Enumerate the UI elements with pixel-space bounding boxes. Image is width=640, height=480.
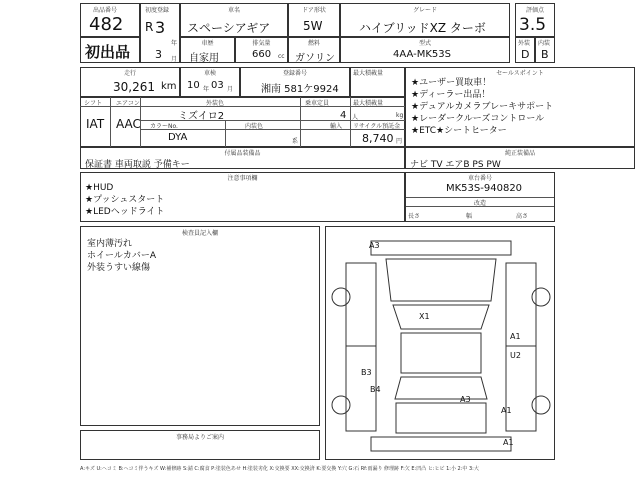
rear-bumper-outline: [371, 437, 511, 451]
inspection-month: 03: [211, 80, 224, 91]
modified-label: 改造: [473, 200, 486, 207]
displacement-cell: [235, 37, 288, 63]
notes-list: [85, 182, 164, 218]
note-item: ★プッシュスタート: [85, 195, 165, 205]
usage-cell: [180, 37, 235, 63]
inspection-cell: [180, 67, 240, 97]
inspector-label: 検査員記入欄: [181, 230, 218, 237]
recycle-amount: 8,740: [362, 132, 394, 145]
selling-points-list: [411, 77, 553, 137]
length-label: 長さ: [408, 213, 421, 220]
registration-number: 湘南 581ケ9924: [261, 84, 339, 95]
note-item: ★HUD: [85, 183, 114, 193]
insp-year-unit: 年: [203, 86, 210, 93]
std-equipment-block: [405, 147, 635, 169]
exterior-grade: D: [521, 48, 530, 61]
rear-gate-outline: [396, 403, 486, 433]
interior-label: 内装: [538, 40, 551, 47]
month-unit: 月: [171, 56, 178, 63]
chassis-label: 車台番号: [467, 175, 492, 182]
office-label: 事務局よりご案内: [175, 434, 224, 441]
damage-mark: B4: [370, 385, 381, 394]
model: 4AA-MK53S: [393, 49, 451, 60]
model-label: 型式: [418, 40, 431, 47]
grade-label: グレード: [412, 7, 437, 14]
shift-col-5: [350, 97, 351, 147]
first-reg-cell: [140, 3, 180, 63]
shift-col-2: [140, 97, 141, 147]
roof-outline: [401, 333, 481, 373]
interior-cell: [535, 37, 555, 63]
equipment-block: [80, 147, 405, 169]
registration-cell: [240, 67, 350, 97]
displacement: 660: [252, 49, 272, 60]
car-name-label: 車名: [227, 7, 240, 14]
shift: IAT: [86, 117, 105, 131]
shift-label: シフト: [84, 100, 103, 107]
grade: ハイブリッドXZ ターボ: [359, 21, 486, 35]
inspector-block: [80, 226, 320, 426]
ownership-mark: 系: [292, 138, 299, 145]
shift-col-1: [110, 97, 111, 147]
fuel-cell: [288, 37, 340, 63]
displacement-label: 排気量: [252, 40, 271, 47]
capacity-unit: kg: [396, 112, 404, 119]
ac-label: エアコン: [116, 100, 140, 107]
first-reg-label: 初度登録: [145, 7, 170, 14]
color-no-label: カラーNo.: [150, 123, 178, 130]
insp-month-unit: 月: [227, 86, 234, 93]
front-bumper-outline: [371, 241, 511, 255]
damage-mark: X1: [419, 312, 430, 321]
mileage-cell: [80, 67, 180, 97]
shift-divider-3: [140, 129, 405, 130]
import-label: 輸入: [330, 123, 343, 130]
interior-grade: B: [541, 48, 549, 61]
wheel-rear-right: [532, 396, 550, 414]
inspection-label: 車検: [203, 70, 216, 77]
chassis-block: [405, 172, 555, 222]
damage-mark: A1: [503, 438, 514, 447]
windshield-outline: [393, 305, 489, 329]
damage-mark: U2: [510, 351, 521, 360]
doors: 5W: [303, 19, 323, 33]
wheel-rear-left: [332, 396, 350, 414]
car-diagram: [326, 227, 554, 459]
recycle-cell: [350, 67, 405, 97]
damage-mark: A1: [510, 332, 521, 341]
inspector-list: [87, 238, 156, 274]
mileage-label: 走行: [123, 70, 136, 77]
recycle-label: リサイクル預託金: [353, 123, 401, 130]
exterior-label: 外装: [518, 40, 531, 47]
damage-legend: A:キズ U:ヘコミ B:ヘコミ伴うキズ W:補修跡 S:錆 C:腐食 P:塗装色あせ H:塗装劣化 X:交換要 XX:交換済 K:要交換 Y:穴 G:石 Rf:雨漏り 修理跡 F:欠 E:凹凸 ヒ:ヒビ 1:小 2:中 3:大: [80, 466, 479, 472]
seating-unit: 人: [352, 114, 359, 121]
damage-mark: A1: [501, 406, 512, 415]
inspector-remark: 外装うすい線傷: [87, 263, 151, 273]
mileage: 30,261: [113, 80, 155, 94]
hood-outline: [386, 259, 496, 301]
cc-unit: cc: [278, 53, 285, 60]
wheel-front-right: [532, 288, 550, 306]
fuel: ガソリン: [295, 53, 335, 64]
recycle-top-label: 最大積載量: [353, 70, 384, 77]
inspector-remark: 室内薄汚れ: [87, 239, 133, 249]
note-item: ★LEDヘッドライト: [85, 207, 165, 217]
fuel-label: 燃料: [307, 40, 320, 47]
doors-cell: [288, 3, 340, 37]
selling-point-item: ★ETC★シートヒーター: [411, 126, 507, 136]
era: R: [145, 20, 154, 34]
damage-mark: B3: [361, 368, 372, 377]
inspector-remark: ホイールカバーA: [87, 251, 156, 261]
grade-cell: [340, 3, 510, 37]
capacity-label: 最大積載量: [353, 100, 384, 107]
selling-point-item: ★ディーラー出品！: [411, 90, 491, 100]
ac: AAC: [116, 117, 141, 131]
shift-col-4: [300, 97, 301, 147]
first-reg-year: 3: [155, 18, 166, 37]
car-diagram-block: [325, 226, 555, 460]
width-label: 幅: [466, 213, 473, 220]
first-listing-cell: [80, 37, 140, 63]
int-color-label: 内装色: [245, 123, 264, 130]
car-name: スペーシアギア: [187, 21, 271, 35]
score-label: 評価点: [525, 7, 544, 14]
selling-point-item: ★ユーザー買取車！: [411, 78, 492, 88]
chassis-number: MK53S-940820: [446, 183, 523, 194]
color-label: 外装色: [205, 100, 224, 107]
std-equipment-label: 純正装備品: [504, 150, 535, 157]
selling-points-block: [405, 67, 635, 147]
yen-unit: 円: [396, 138, 403, 145]
equipment-label: 付属品装備品: [224, 150, 261, 157]
usage: 自家用: [189, 53, 219, 64]
accessories-value: 保証書 車両取説 予備キー: [85, 160, 190, 170]
selling-point-item: ★デュアルカメラブレーキサポート: [411, 102, 554, 112]
rear-window-outline: [395, 377, 487, 399]
std-equipment-value: ナビ TV エアB PS PW: [410, 160, 501, 170]
lot-cell: [80, 3, 140, 37]
lot-label: 出品番号: [93, 7, 118, 14]
shift-divider-1: [80, 106, 405, 107]
seating-label: 乗車定員: [305, 100, 330, 107]
lot-number: 482: [89, 14, 124, 35]
damage-mark: A3: [460, 395, 471, 404]
chassis-divider-2: [406, 206, 554, 207]
first-listing-badge: 初出品: [85, 43, 131, 61]
mileage-unit: km: [161, 81, 177, 92]
doors-label: ドア形状: [302, 7, 326, 14]
usage-label: 車歴: [201, 40, 214, 47]
car-name-cell: [180, 3, 288, 37]
selling-point-item: ★レーダークルーズコントロール: [411, 114, 545, 124]
score-cell: [515, 3, 555, 37]
left-side-outline: [346, 263, 376, 431]
seating: 4: [340, 110, 347, 121]
year-unit: 年: [171, 40, 178, 47]
color: ミズイロ2: [178, 111, 225, 122]
shift-col-3: [225, 120, 226, 147]
first-reg-month: 3: [155, 48, 162, 61]
model-cell: [340, 37, 510, 63]
inspection-year: 10: [187, 80, 200, 91]
wheel-front-left: [332, 288, 350, 306]
office-block: [80, 430, 320, 460]
selling-points-label: セールスポイント: [496, 70, 544, 77]
score: 3.5: [519, 15, 547, 35]
notes-block: [80, 172, 405, 222]
exterior-cell: [515, 37, 535, 63]
notes-label: 注意事項欄: [227, 175, 258, 182]
registration-label: 登録番号: [282, 70, 307, 77]
color-number: DYA: [168, 132, 188, 143]
height-label: 高さ: [516, 213, 529, 220]
damage-mark: A3: [369, 241, 380, 250]
